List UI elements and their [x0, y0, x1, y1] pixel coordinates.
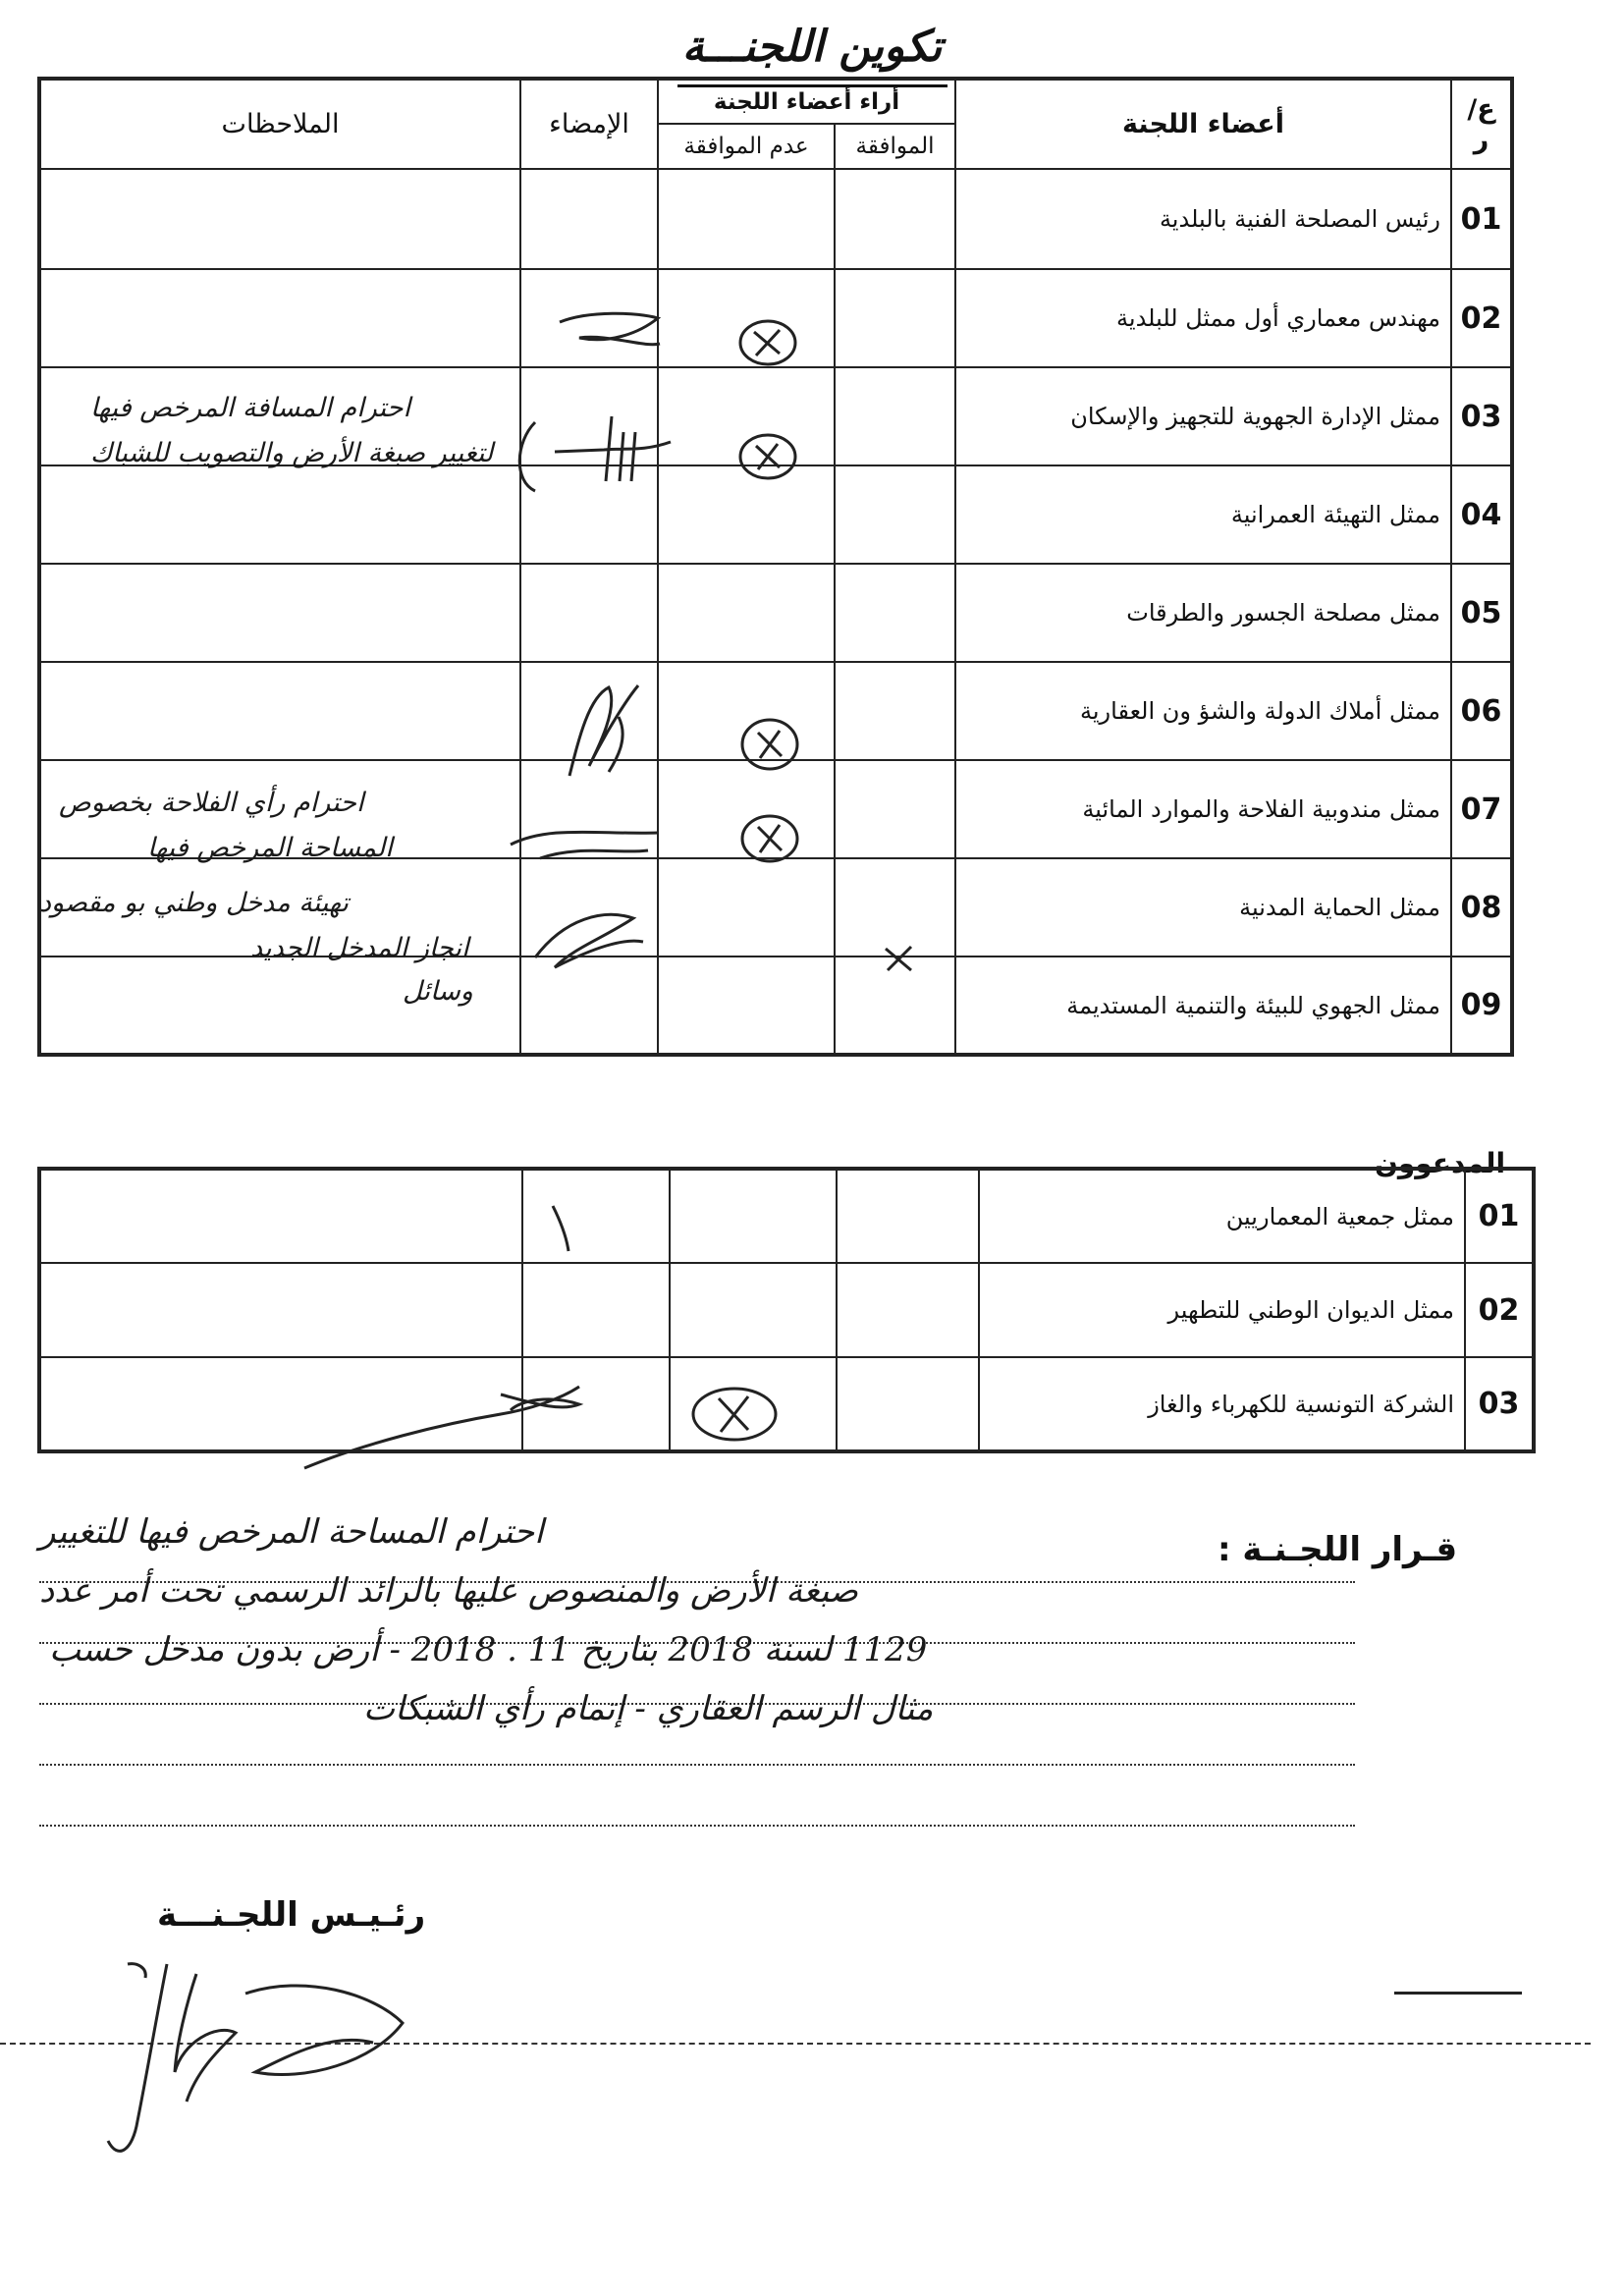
member-name: ممثل الجهوي للبيئة والتنمية المستديمة [955, 957, 1451, 1055]
disapprove-cell [658, 957, 835, 1055]
approve-cell [837, 1169, 979, 1263]
disapprove-cell [670, 1263, 837, 1357]
signature-cell [522, 1263, 670, 1357]
disapprove-cell [658, 169, 835, 269]
invited-label: المدعوون [1375, 1147, 1506, 1179]
member-name: مهندس معماري أول ممثل للبلدية [955, 269, 1451, 367]
remark-row08-line1: تهيئة مدخل وطني بو مقصود [39, 888, 349, 918]
member-name: ممثل مندوبية الفلاحة والموارد المائية [955, 760, 1451, 858]
signature-mark [285, 1375, 599, 1483]
remark-row08-line3: وسائل [403, 976, 473, 1007]
circled-x-mark [738, 811, 801, 866]
signature-mark [501, 815, 668, 874]
approve-cell [835, 465, 955, 564]
remark-row07-line2: المساحة المرخص فيها [147, 833, 393, 863]
table-row [39, 1169, 1534, 1263]
decision-line-3: 1129 لسنة 2018 بتاريخ 11 . 2018 - أرض بدون مدخل حسب [49, 1630, 928, 1669]
member-name: ممثل الديوان الوطني للتطهير [979, 1263, 1465, 1357]
approve-cell [837, 1357, 979, 1451]
decision-line-4: مثال الرسم العقاري - إتمام رأي الشبكات [363, 1689, 934, 1728]
chair-label: رئـيـس اللجـنـــة [157, 1895, 426, 1935]
table-row [39, 564, 1512, 662]
approve-cell [835, 169, 955, 269]
remarks-cell [39, 1169, 522, 1263]
table-row [39, 957, 1512, 1055]
disapprove-cell [670, 1169, 837, 1263]
invited-table [37, 1167, 1536, 1453]
signature-cell [520, 564, 658, 662]
row-number: 09 [1451, 957, 1512, 1055]
header-disapprove: عدم الموافقة [658, 124, 835, 169]
signature-mark [535, 1198, 594, 1257]
row-number: 02 [1451, 269, 1512, 367]
header-remarks: الملاحظات [39, 79, 520, 169]
header-opinions: أراء أعضاء اللجنة [658, 79, 955, 124]
disapprove-cell [658, 858, 835, 957]
remarks-cell [39, 662, 520, 760]
approve-cell [835, 662, 955, 760]
row-number: 01 [1465, 1169, 1534, 1263]
member-name: ممثل الإدارة الجهوية للتجهيز والإسكان [955, 367, 1451, 465]
approve-cell [835, 269, 955, 367]
row-number: 01 [1451, 169, 1512, 269]
remark-row03-line1: احترام المسافة المرخص فيها [90, 393, 410, 423]
remarks-cell [39, 465, 520, 564]
solid-line [1394, 1992, 1522, 1995]
decision-line-2: صبغة الأرض والمنصوص عليها بالرائد الرسمي تحت أمر عدد [39, 1571, 858, 1611]
row-number: 02 [1465, 1263, 1534, 1357]
remarks-cell [39, 269, 520, 367]
header-members: أعضاء اللجنة [955, 79, 1451, 169]
remarks-cell [39, 169, 520, 269]
x-mark [880, 941, 919, 976]
remarks-cell [39, 564, 520, 662]
member-name: ممثل جمعية المعماريين [979, 1169, 1465, 1263]
signature-mark [550, 304, 668, 363]
member-name: رئيس المصلحة الفنية بالبلدية [955, 169, 1451, 269]
dotted-line [39, 1825, 1355, 1827]
approve-cell [837, 1263, 979, 1357]
approve-cell [835, 760, 955, 858]
table-row [39, 1357, 1534, 1451]
chair-signature [88, 1954, 442, 2170]
approve-cell [835, 564, 955, 662]
signature-mark [525, 899, 653, 977]
decision-label: قـرار اللجـنـة : [1218, 1530, 1458, 1569]
circled-x-mark [689, 1385, 780, 1444]
row-number: 05 [1451, 564, 1512, 662]
member-name: ممثل مصلحة الجسور والطرقات [955, 564, 1451, 662]
remark-row03-line2: لتغيير صبغة الأرض والتصويب للشباك [90, 438, 494, 468]
header-number: ع/ر [1451, 79, 1512, 169]
remark-row07-line1: احترام رأي الفلاحة بخصوص [59, 788, 364, 818]
row-number: 07 [1451, 760, 1512, 858]
row-number: 08 [1451, 858, 1512, 957]
signature-cell [520, 169, 658, 269]
remark-row08-line2: انجاز المدخل الجديد [250, 933, 469, 963]
signature-mark [550, 678, 658, 786]
row-number: 04 [1451, 465, 1512, 564]
circled-x-mark [736, 430, 799, 483]
row-number: 03 [1465, 1357, 1534, 1451]
dotted-line [39, 1764, 1355, 1766]
member-name: ممثل التهيئة العمرانية [955, 465, 1451, 564]
member-name: ممثل أملاك الدولة والشؤ ون العقارية [955, 662, 1451, 760]
signature-mark [496, 403, 682, 501]
decision-line-1: احترام المساحة المرخص فيها للتغيير [39, 1512, 544, 1552]
row-number: 06 [1451, 662, 1512, 760]
table-row [39, 1263, 1534, 1357]
approve-cell [835, 367, 955, 465]
remarks-cell [39, 1263, 522, 1357]
member-name: ممثل الحماية المدنية [955, 858, 1451, 957]
disapprove-cell [658, 564, 835, 662]
circled-x-mark [738, 715, 801, 774]
circled-x-mark [736, 316, 799, 369]
table-row [39, 169, 1512, 269]
header-signature: الإمضاء [520, 79, 658, 169]
row-number: 03 [1451, 367, 1512, 465]
member-name: الشركة التونسية للكهرباء والغاز [979, 1357, 1465, 1451]
page-title: تكوين اللجنـــة [681, 22, 943, 72]
header-approve: الموافقة [835, 124, 955, 169]
